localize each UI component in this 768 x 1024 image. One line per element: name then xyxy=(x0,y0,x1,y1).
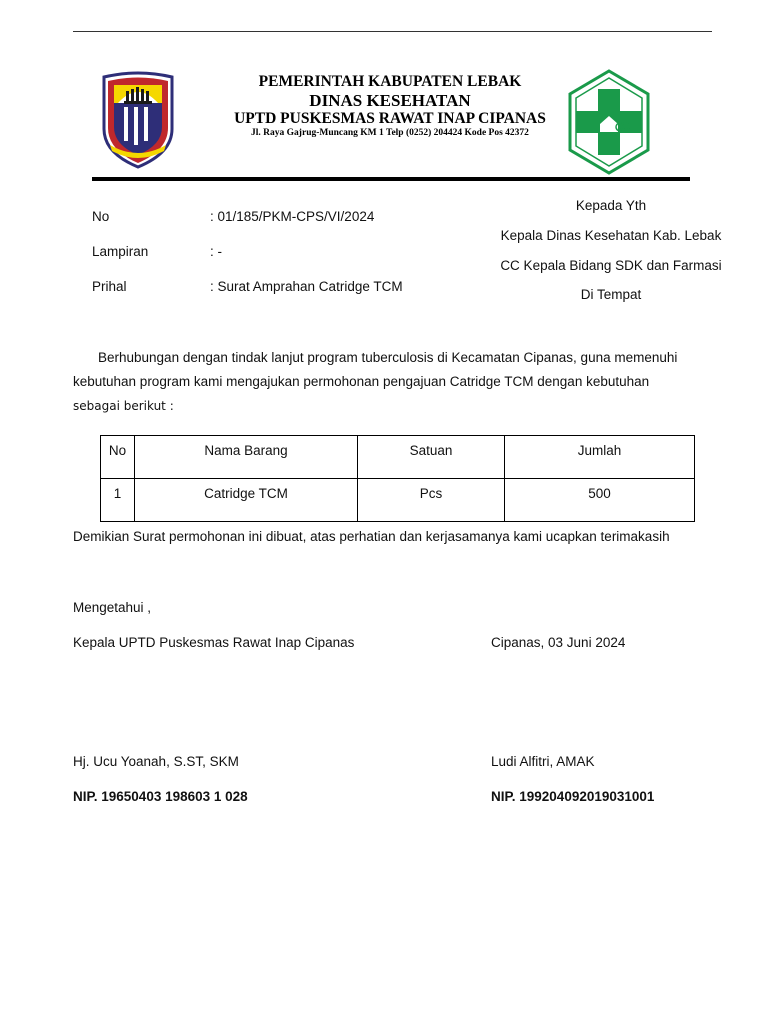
left-signatory-name: Hj. Ucu Yoanah, S.ST, SKM xyxy=(73,754,239,769)
table-header-cell: Jumlah xyxy=(505,436,695,479)
letterhead-unit: UPTD PUSKESMAS RAWAT INAP CIPANAS xyxy=(234,110,546,127)
table-row xyxy=(101,479,695,522)
meta-no-value: : 01/185/PKM-CPS/VI/2024 xyxy=(210,209,375,224)
meta-prihal-value: : Surat Amprahan Catridge TCM xyxy=(210,279,403,294)
letterhead-divider xyxy=(92,177,690,181)
letterhead-address: Jl. Raya Gajrug-Muncang KM 1 Telp (0252) 204424 Kode Pos 42372 xyxy=(251,128,529,138)
left-signatory-title: Kepala UPTD Puskesmas Rawat Inap Cipanas xyxy=(73,635,355,650)
body-paragraph-line-1: Berhubungan dengan tindak lanjut program tuberculosis di Kecamatan Cipanas, guna memenuhi xyxy=(98,350,678,365)
left-signatory-nip: NIP. 19650403 198603 1 028 xyxy=(73,789,248,804)
place-and-date: Cipanas, 03 Juni 2024 xyxy=(491,635,626,650)
right-signatory-name: Ludi Alfitri, AMAK xyxy=(491,754,595,769)
table-cell: Catridge TCM xyxy=(135,479,358,522)
table-header-cell: No xyxy=(101,436,135,479)
kabupaten-lebak-crest-logo xyxy=(100,71,176,169)
items-table xyxy=(100,435,695,522)
table-cell: 1 xyxy=(101,479,135,522)
recipient-location: Di Tempat xyxy=(580,287,642,302)
right-signatory-nip: NIP. 199204092019031001 xyxy=(491,789,655,804)
table-header-cell: Nama Barang xyxy=(135,436,358,479)
closing-sentence: Demikian Surat permohonan ini dibuat, atas perhatian dan kerjasamanya kami ucapkan terimakasih xyxy=(73,529,670,544)
table-cell: 500 xyxy=(505,479,695,522)
table-header-row xyxy=(101,436,695,479)
table-cell: Pcs xyxy=(358,479,505,522)
letterhead-agency: DINAS KESEHATAN xyxy=(309,91,471,110)
recipient-cc: CC Kepala Bidang SDK dan Farmasi xyxy=(500,258,722,273)
letterhead-government: PEMERINTAH KABUPATEN LEBAK xyxy=(258,73,522,90)
recipient-name: Kepala Dinas Kesehatan Kab. Lebak xyxy=(500,228,722,243)
body-paragraph-line-3: sebagai berikut : xyxy=(73,399,174,413)
top-border-line xyxy=(73,31,712,32)
meta-no-label: No xyxy=(92,209,110,224)
body-paragraph-line-2: kebutuhan program kami mengajukan permohonan pengajuan Catridge TCM dengan kebutuhan xyxy=(73,374,650,389)
acknowledged-label: Mengetahui , xyxy=(73,600,152,615)
meta-prihal-label: Prihal xyxy=(92,279,127,294)
meta-lampiran-value: : - xyxy=(210,244,222,259)
recipient-salutation: Kepada Yth xyxy=(575,198,647,213)
meta-lampiran-label: Lampiran xyxy=(92,244,149,259)
table-header-cell: Satuan xyxy=(358,436,505,479)
